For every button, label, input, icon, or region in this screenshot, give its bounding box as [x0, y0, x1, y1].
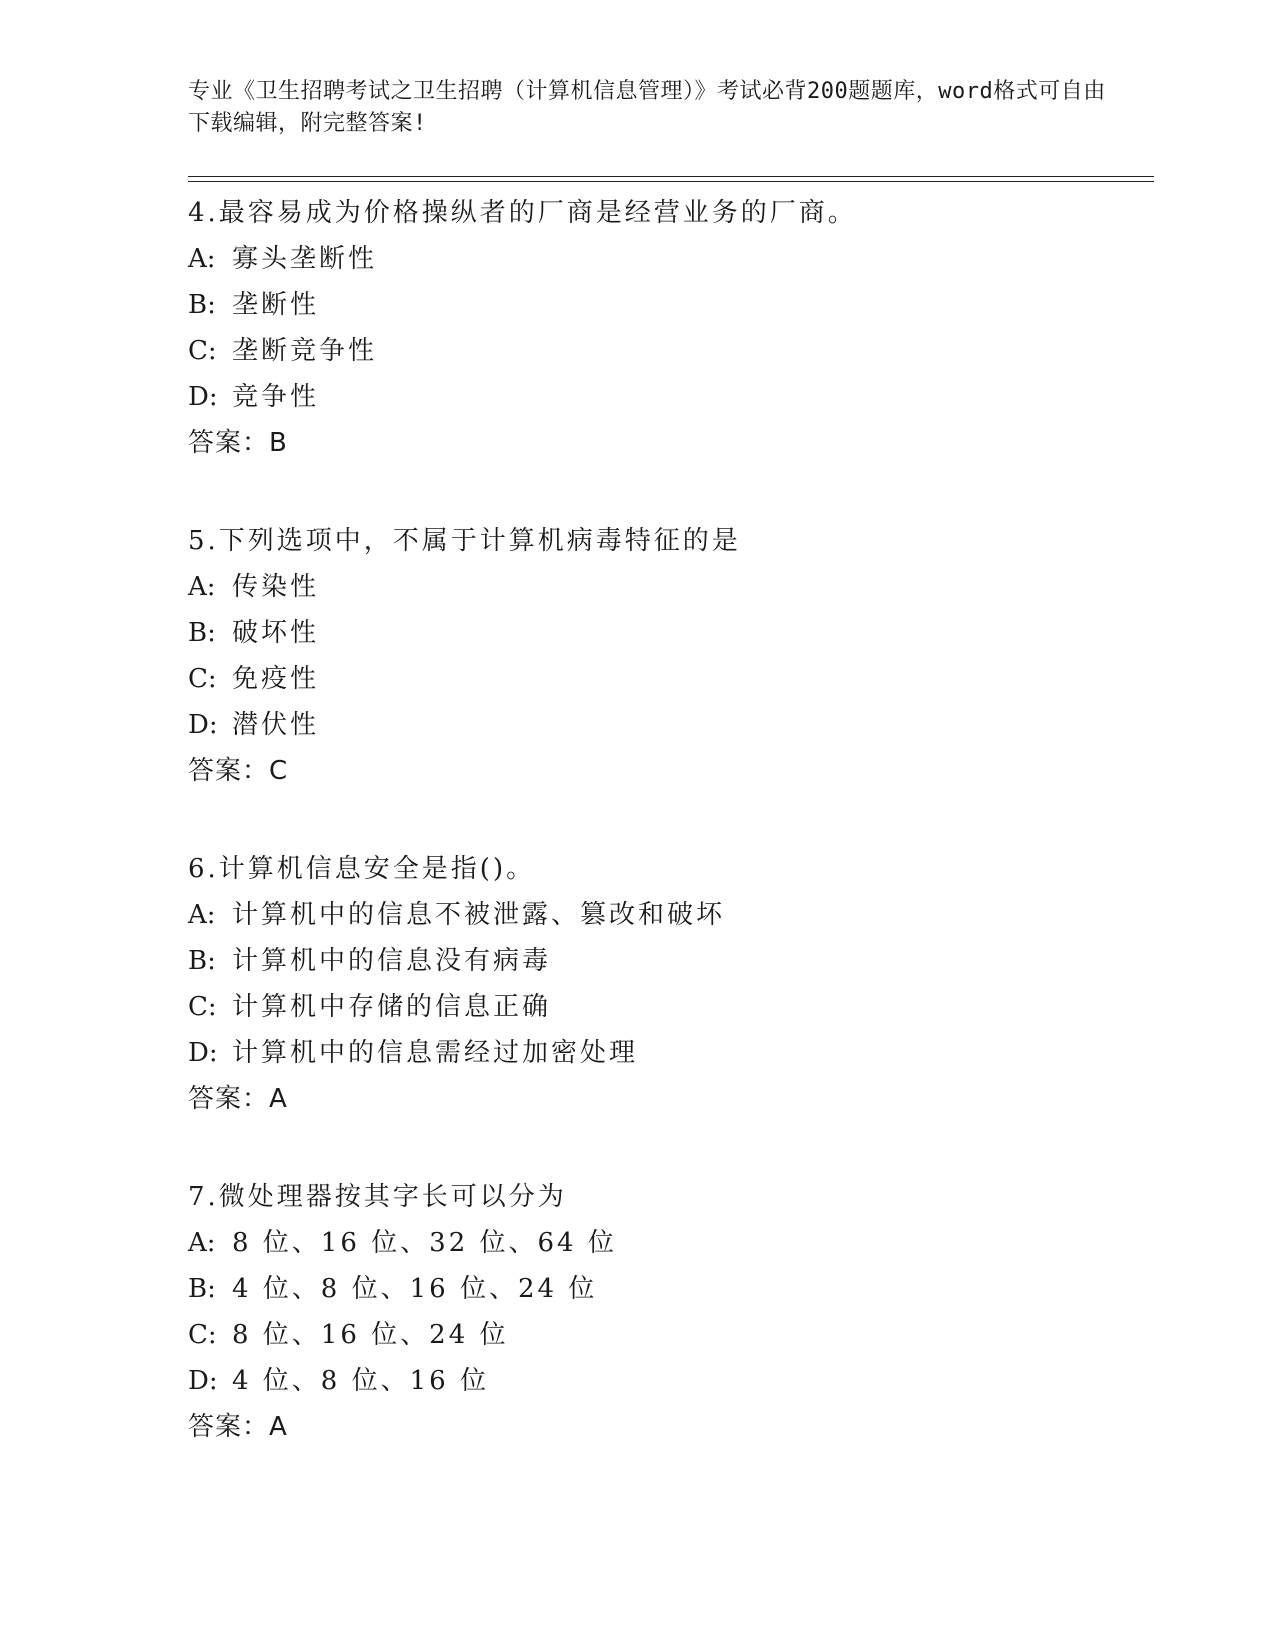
option-text: 垄断性 [232, 290, 320, 320]
option-text: 8 位、16 位、24 位 [232, 1320, 509, 1350]
question-stem: 6.计算机信息安全是指()。 [188, 854, 536, 884]
option-text: 竞争性 [232, 382, 320, 412]
answer-line: 答案：A [188, 1084, 288, 1114]
option-letter: B: [188, 618, 216, 648]
option-c [188, 328, 1148, 374]
document-header: 专业《卫生招聘考试之卫生招聘（计算机信息管理）》考试必背200题题库，word格式可自由下载编辑，附完整答案! [188, 79, 1106, 136]
question-block [188, 846, 1148, 1122]
option-letter: A: [188, 1228, 216, 1258]
option-text: 计算机中的信息需经过加密处理 [232, 1038, 639, 1068]
option-text: 传染性 [232, 572, 320, 602]
option-letter: D: [188, 710, 218, 740]
option-a [188, 1220, 1148, 1266]
option-letter: D: [188, 1038, 218, 1068]
header-divider-bottom [188, 181, 1154, 182]
option-text: 4 位、8 位、16 位、24 位 [232, 1274, 598, 1304]
option-text: 计算机中的信息不被泄露、篡改和破坏 [232, 900, 726, 930]
option-b [188, 1266, 1148, 1312]
option-d [188, 702, 1148, 748]
option-text: 免疫性 [232, 664, 320, 694]
option-letter: B: [188, 290, 216, 320]
answer-line: 答案：B [188, 428, 288, 458]
question-block [188, 518, 1148, 794]
option-d [188, 1358, 1148, 1404]
option-a [188, 892, 1148, 938]
option-letter: A: [188, 900, 216, 930]
option-d [188, 1030, 1148, 1076]
option-text: 4 位、8 位、16 位 [232, 1366, 489, 1396]
option-b [188, 938, 1148, 984]
option-text: 计算机中存储的信息正确 [232, 992, 552, 1022]
option-letter: D: [188, 382, 218, 412]
question-stem: 5.下列选项中，不属于计算机病毒特征的是 [188, 526, 741, 556]
answer-line: 答案：C [188, 756, 289, 786]
option-b [188, 610, 1148, 656]
option-a [188, 564, 1148, 610]
question-stem: 7.微处理器按其字长可以分为 [188, 1182, 567, 1212]
option-letter: C: [188, 992, 217, 1022]
option-letter: C: [188, 664, 217, 694]
header-divider-top [188, 176, 1154, 177]
option-text: 8 位、16 位、32 位、64 位 [232, 1228, 617, 1258]
option-c [188, 656, 1148, 702]
option-text: 寡头垄断性 [232, 244, 378, 274]
option-text: 潜伏性 [232, 710, 320, 740]
option-d [188, 374, 1148, 420]
option-letter: A: [188, 244, 216, 274]
option-c [188, 1312, 1148, 1358]
option-letter: D: [188, 1366, 218, 1396]
question-list [188, 190, 1148, 1502]
question-stem: 4.最容易成为价格操纵者的厂商是经营业务的厂商。 [188, 198, 857, 228]
option-text: 计算机中的信息没有病毒 [232, 946, 552, 976]
option-letter: C: [188, 1320, 217, 1350]
option-letter: C: [188, 336, 217, 366]
option-letter: B: [188, 1274, 216, 1304]
option-text: 破坏性 [232, 618, 320, 648]
option-a [188, 236, 1148, 282]
option-c [188, 984, 1148, 1030]
answer-line: 答案：A [188, 1412, 288, 1442]
option-text: 垄断竞争性 [232, 336, 378, 366]
option-b [188, 282, 1148, 328]
option-letter: A: [188, 572, 216, 602]
question-block [188, 1174, 1148, 1450]
option-letter: B: [188, 946, 216, 976]
question-block [188, 190, 1148, 466]
